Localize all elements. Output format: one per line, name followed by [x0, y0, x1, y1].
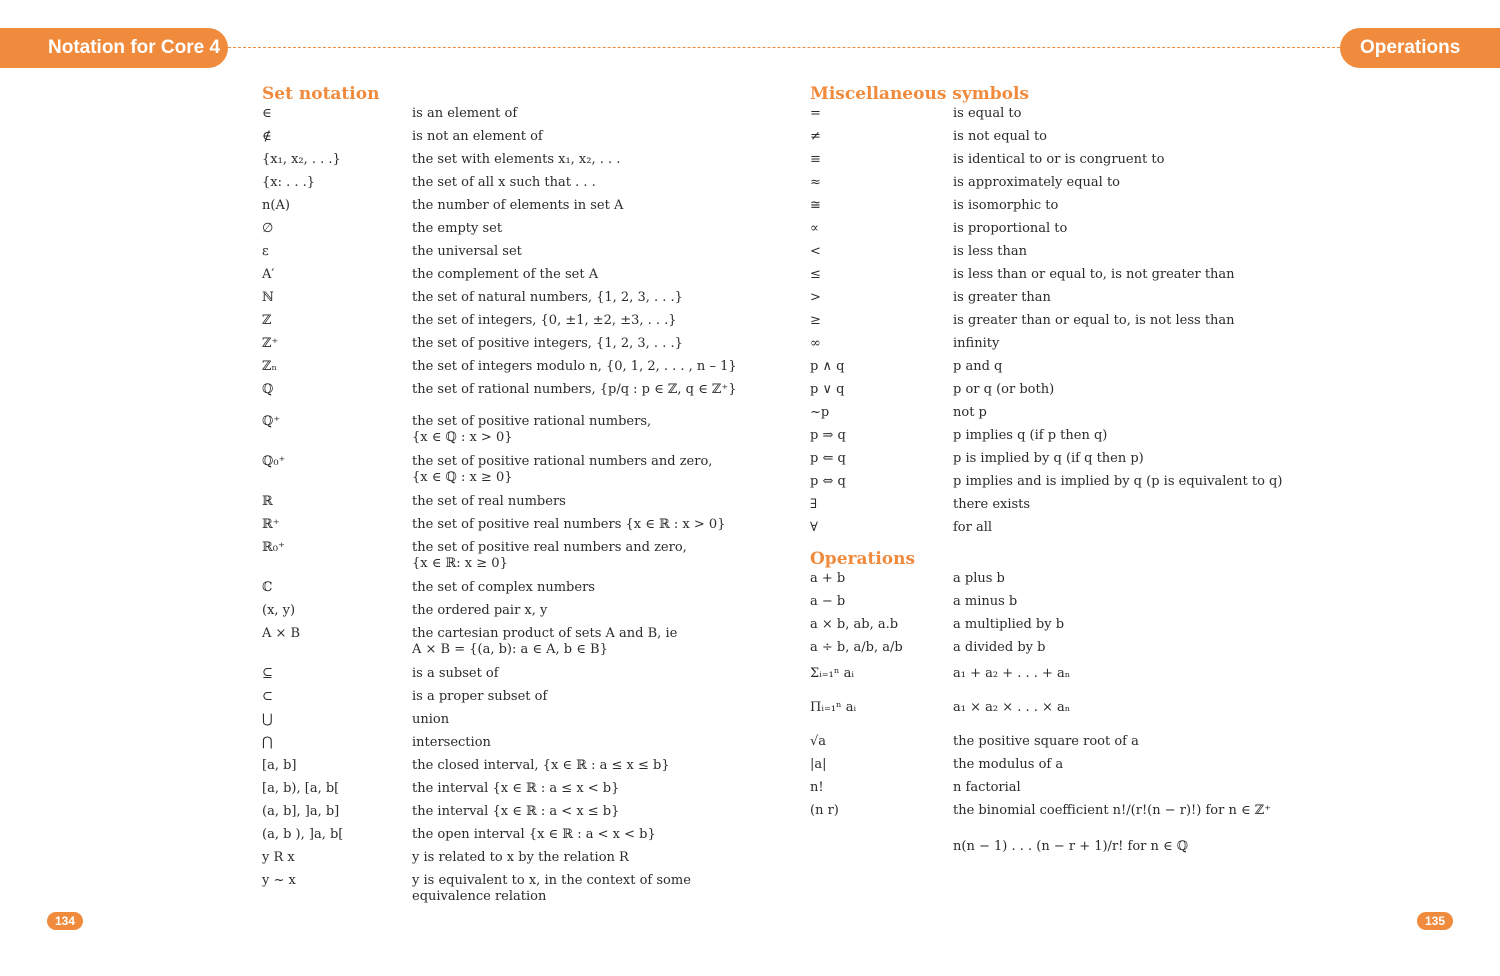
misc-symbols-row — [810, 428, 1330, 451]
notation-description: the set of natural numbers, {1, 2, 3, . . .} — [412, 290, 683, 305]
notation-symbol: ℂ — [262, 580, 273, 595]
notation-symbol: ℤ — [262, 313, 272, 328]
set-notation-row — [262, 454, 742, 494]
notation-symbol: |a| — [810, 757, 827, 772]
notation-description: a₁ × a₂ × . . . × aₙ — [953, 700, 1071, 715]
notation-description: n factorial — [953, 780, 1021, 795]
misc-symbols-row — [810, 382, 1330, 405]
misc-symbols-row — [810, 175, 1330, 198]
set-notation-heading: Set notation — [262, 84, 380, 104]
notation-description: the set with elements x₁, x₂, . . . — [412, 152, 621, 167]
misc-symbols-row — [810, 106, 1330, 129]
notation-symbol: ~p — [810, 405, 830, 420]
operations-row — [810, 594, 1330, 617]
notation-symbol: ∞ — [810, 336, 821, 351]
misc-symbols-heading: Miscellaneous symbols — [810, 84, 1029, 104]
notation-description: the set of real numbers — [412, 494, 566, 509]
notation-symbol: A × B — [262, 626, 301, 641]
set-notation-row — [262, 850, 742, 873]
notation-symbol: ∝ — [810, 221, 819, 236]
set-notation-row — [262, 313, 742, 336]
misc-symbols-row — [810, 336, 1330, 359]
notation-description: is identical to or is congruent to — [953, 152, 1165, 167]
operations-row — [810, 839, 1330, 873]
notation-description: the set of rational numbers, {p/q : p ∈ ℤ, q ∈ ℤ⁺} — [412, 382, 737, 397]
notation-description: p and q — [953, 359, 1003, 374]
set-notation-row — [262, 517, 742, 540]
notation-symbol: ⊂ — [262, 689, 273, 704]
notation-symbol: ε — [262, 244, 269, 259]
set-notation-row — [262, 804, 742, 827]
notation-symbol: ℝ⁺ — [262, 517, 280, 532]
set-notation-row — [262, 494, 742, 517]
notation-symbol: p ⇐ q — [810, 451, 846, 466]
notation-symbol: < — [810, 244, 821, 259]
notation-description: p or q (or both) — [953, 382, 1055, 397]
notation-description: the set of complex numbers — [412, 580, 595, 595]
notation-description: union — [412, 712, 450, 727]
set-notation-row — [262, 735, 742, 758]
header-right-label: Operations — [1360, 37, 1461, 58]
set-notation-row — [262, 290, 742, 313]
notation-description: the set of positive rational numbers and zero, {x ∈ ℚ : x ≥ 0} — [412, 454, 713, 485]
notation-symbol: ℚ — [262, 382, 274, 397]
set-notation-row — [262, 758, 742, 781]
notation-description: is not an element of — [412, 129, 543, 144]
header-section-title — [0, 28, 228, 68]
notation-symbol: ≡ — [810, 152, 821, 167]
notation-symbol: ℚ⁺ — [262, 414, 281, 429]
header-topic-tab — [1340, 28, 1500, 68]
notation-symbol: p ⇒ q — [810, 428, 846, 443]
operations-row — [810, 640, 1330, 666]
notation-symbol: ℕ — [262, 290, 274, 305]
notation-symbol: a ÷ b, a/b, a/b — [810, 640, 903, 655]
notation-symbol: p ⇔ q — [810, 474, 846, 489]
notation-symbol: p ∧ q — [810, 359, 845, 374]
notation-symbol: (a, b], ]a, b] — [262, 804, 340, 819]
page-number-right: 135 — [1417, 912, 1453, 930]
set-notation-section — [262, 83, 742, 913]
notation-symbol: (a, b ), ]a, b[ — [262, 827, 344, 842]
notation-description: the number of elements in set A — [412, 198, 624, 213]
notation-description: the interval {x ∈ ℝ : a < x ≤ b} — [412, 804, 620, 819]
notation-description: the set of positive real numbers {x ∈ ℝ : x > 0} — [412, 517, 726, 532]
misc-symbols-row — [810, 290, 1330, 313]
page-number-left: 134 — [47, 912, 83, 930]
notation-symbol: A′ — [262, 267, 275, 282]
misc-symbols-row — [810, 451, 1330, 474]
misc-symbols-row — [810, 313, 1330, 336]
notation-symbol: y R x — [262, 850, 295, 865]
operations-row — [810, 617, 1330, 640]
notation-description: is proportional to — [953, 221, 1068, 236]
notation-description: the set of integers, {0, ±1, ±2, ±3, . . .} — [412, 313, 677, 328]
notation-description: the interval {x ∈ ℝ : a ≤ x < b} — [412, 781, 620, 796]
notation-symbol: [a, b] — [262, 758, 297, 773]
set-notation-row — [262, 666, 742, 689]
notation-description: a minus b — [953, 594, 1018, 609]
notation-symbol: n(A) — [262, 198, 290, 213]
notation-description: the set of integers modulo n, {0, 1, 2, . . . , n – 1} — [412, 359, 737, 374]
notation-description: is greater than — [953, 290, 1051, 305]
notation-symbol: ∀ — [810, 520, 818, 535]
set-notation-row — [262, 129, 742, 152]
set-notation-row — [262, 712, 742, 735]
notation-symbol: = — [810, 106, 821, 121]
notation-symbol: ⋂ — [262, 735, 273, 750]
set-notation-row — [262, 603, 742, 626]
notation-description: the empty set — [412, 221, 503, 236]
misc-symbols-section — [810, 83, 1330, 543]
operations-row — [810, 666, 1330, 700]
notation-symbol: ℝ₀⁺ — [262, 540, 285, 555]
notation-description: is equal to — [953, 106, 1022, 121]
notation-symbol: (n r) — [810, 803, 839, 818]
set-notation-row — [262, 359, 742, 382]
set-notation-row — [262, 781, 742, 804]
notation-symbol: ≅ — [810, 198, 821, 213]
misc-symbols-row — [810, 244, 1330, 267]
notation-symbol: p ∨ q — [810, 382, 845, 397]
notation-symbol: [a, b), [a, b[ — [262, 781, 340, 796]
notation-symbol: (x, y) — [262, 603, 296, 618]
notation-symbol: ℤₙ — [262, 359, 278, 374]
notation-description: is not equal to — [953, 129, 1047, 144]
misc-symbols-row — [810, 405, 1330, 428]
notation-description: a divided by b — [953, 640, 1046, 655]
set-notation-row — [262, 106, 742, 129]
notation-description: the closed interval, {x ∈ ℝ : a ≤ x ≤ b} — [412, 758, 670, 773]
misc-symbols-row — [810, 198, 1330, 221]
notation-description: the complement of the set A — [412, 267, 599, 282]
operations-row — [810, 734, 1330, 757]
set-notation-row — [262, 580, 742, 603]
notation-description: y is related to x by the relation R — [412, 850, 629, 865]
notation-description: there exists — [953, 497, 1031, 512]
set-notation-row — [262, 267, 742, 290]
operations-row — [810, 780, 1330, 803]
set-notation-row — [262, 336, 742, 359]
set-notation-row — [262, 198, 742, 221]
misc-symbols-row — [810, 129, 1330, 152]
header-dashed-rule — [228, 47, 1340, 48]
notation-description: is isomorphic to — [953, 198, 1059, 213]
notation-description: the set of positive rational numbers, {x ∈ ℚ : x > 0} — [412, 414, 652, 445]
set-notation-row — [262, 827, 742, 850]
operations-heading: Operations — [810, 549, 916, 569]
misc-symbols-row — [810, 152, 1330, 175]
notation-description: the universal set — [412, 244, 522, 259]
set-notation-row — [262, 152, 742, 175]
misc-symbols-row — [810, 520, 1330, 543]
notation-description: the positive square root of a — [953, 734, 1139, 749]
notation-symbol: ⊆ — [262, 666, 273, 681]
header-left-label: Notation for Core 4 — [48, 37, 221, 58]
notation-symbol: √a — [810, 734, 827, 749]
notation-description: a plus b — [953, 571, 1005, 586]
notation-symbol: a + b — [810, 571, 846, 586]
notation-symbol: ℤ⁺ — [262, 336, 279, 351]
notation-symbol: a − b — [810, 594, 846, 609]
set-notation-row — [262, 382, 742, 414]
notation-description: is approximately equal to — [953, 175, 1120, 190]
notation-symbol: ≥ — [810, 313, 821, 328]
misc-symbols-row — [810, 267, 1330, 290]
notation-description: the set of all x such that . . . — [412, 175, 596, 190]
notation-symbol: ⋃ — [262, 712, 273, 727]
misc-symbols-row — [810, 221, 1330, 244]
notation-description: not p — [953, 405, 987, 420]
set-notation-row — [262, 626, 742, 666]
notation-symbol: ∃ — [810, 497, 818, 512]
notation-symbol: ∈ — [262, 106, 272, 121]
operations-row — [810, 571, 1330, 594]
notation-symbol: y ~ x — [262, 873, 296, 888]
notation-description: is a proper subset of — [412, 689, 548, 704]
notation-description: is an element of — [412, 106, 518, 121]
notation-description: y is equivalent to x, in the context of some equivalence relation — [412, 873, 691, 904]
set-notation-row — [262, 689, 742, 712]
notation-symbol: n! — [810, 780, 824, 795]
notation-description: is less than — [953, 244, 1028, 259]
notation-description: for all — [953, 520, 993, 535]
notation-symbol: ℝ — [262, 494, 273, 509]
set-notation-row — [262, 540, 742, 580]
notation-description: p implies q (if p then q) — [953, 428, 1108, 443]
notation-description: infinity — [953, 336, 1000, 351]
notation-symbol: ≈ — [810, 175, 821, 190]
operations-row — [810, 757, 1330, 780]
notation-symbol: > — [810, 290, 821, 305]
notation-symbol: ≠ — [810, 129, 821, 144]
notation-symbol: Σᵢ₌₁ⁿ aᵢ — [810, 666, 855, 681]
notation-description: is a subset of — [412, 666, 499, 681]
notation-description: a multiplied by b — [953, 617, 1065, 632]
notation-description: is greater than or equal to, is not less than — [953, 313, 1235, 328]
notation-description: the binomial coefficient n!/(r!(n − r)!) for n ∈ ℤ⁺ — [953, 803, 1272, 818]
notation-description: n(n − 1) . . . (n − r + 1)/r! for n ∈ ℚ — [953, 839, 1189, 854]
notation-symbol: ∉ — [262, 129, 272, 144]
misc-symbols-row — [810, 497, 1330, 520]
notation-symbol: Πᵢ₌₁ⁿ aᵢ — [810, 700, 857, 715]
operations-row — [810, 700, 1330, 734]
set-notation-row — [262, 221, 742, 244]
notation-description: a₁ + a₂ + . . . + aₙ — [953, 666, 1071, 681]
notation-description: the open interval {x ∈ ℝ : a < x < b} — [412, 827, 656, 842]
operations-row — [810, 803, 1330, 839]
notation-description: is less than or equal to, is not greater than — [953, 267, 1235, 282]
notation-symbol: ≤ — [810, 267, 821, 282]
notation-symbol: {x: . . .} — [262, 175, 316, 190]
operations-section — [810, 548, 1330, 873]
set-notation-row — [262, 414, 742, 454]
notation-description: the modulus of a — [953, 757, 1064, 772]
notation-description: the set of positive integers, {1, 2, 3, . . .} — [412, 336, 683, 351]
set-notation-row — [262, 244, 742, 267]
notation-description: the set of positive real numbers and zero, {x ∈ ℝ: x ≥ 0} — [412, 540, 687, 571]
notation-symbol: a × b, ab, a.b — [810, 617, 899, 632]
notation-description: p is implied by q (if q then p) — [953, 451, 1144, 466]
notation-description: intersection — [412, 735, 491, 750]
set-notation-row — [262, 873, 742, 913]
notation-description: the cartesian product of sets A and B, ie A × B = {(a, b): a ∈ A, b ∈ B} — [412, 626, 678, 657]
notation-symbol: ∅ — [262, 221, 274, 236]
notation-description: p implies and is implied by q (p is equivalent to q) — [953, 474, 1283, 489]
notation-symbol: {x₁, x₂, . . .} — [262, 152, 341, 167]
misc-symbols-row — [810, 359, 1330, 382]
misc-symbols-row — [810, 474, 1330, 497]
set-notation-row — [262, 175, 742, 198]
notation-symbol: ℚ₀⁺ — [262, 454, 286, 469]
notation-description: the ordered pair x, y — [412, 603, 548, 618]
